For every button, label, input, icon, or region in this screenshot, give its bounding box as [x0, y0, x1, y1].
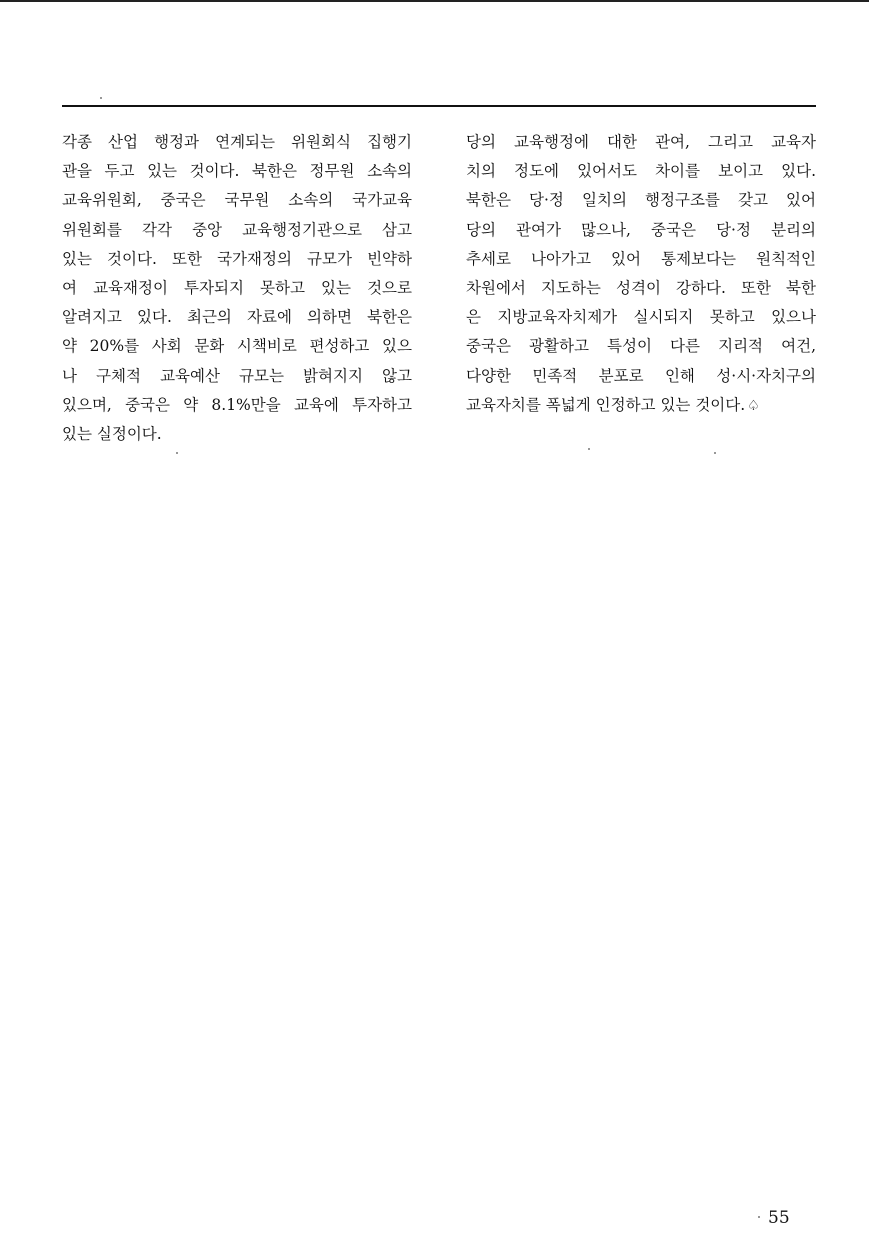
scan-speck	[176, 452, 178, 454]
paragraph-line: 중국은 광활하고 특성이 다른 지리적 여건,	[466, 337, 816, 356]
scan-speck	[588, 448, 590, 450]
paragraph-line: 관을 두고 있는 것이다. 북한은 정무원 소속의	[62, 162, 412, 181]
text-column-left	[62, 128, 412, 449]
scan-speck	[714, 452, 716, 454]
paragraph-line: 추세로 나아가고 있어 통제보다는 원칙적인	[466, 249, 816, 268]
header-rule	[62, 105, 816, 107]
paragraph-line: 당의 교육행정에 대한 관여, 그리고 교육자	[466, 133, 816, 151]
end-of-article-icon: ♤	[747, 397, 760, 414]
paragraph-line: 있으며, 중국은 약 8.1%만을 교육에 투자하고	[62, 395, 412, 414]
paragraph-line: 나 구체적 교육예산 규모는 밝혀지지 않고	[62, 366, 412, 385]
paragraph-line: 북한은 당·정 일치의 행정구조를 갖고 있어	[466, 191, 816, 210]
paragraph-line-final	[466, 391, 816, 421]
paragraph-line-text: 교육자치를 폭넓게 인정하고 있는 것이다.	[466, 395, 746, 414]
page-top-border	[0, 0, 869, 2]
paragraph-line: 은 지방교육자치제가 실시되지 못하고 있으나	[466, 308, 816, 327]
paragraph-line: 치의 정도에 있어서도 차이를 보이고 있다.	[466, 162, 816, 181]
paragraph-line: 알려지고 있다. 최근의 자료에 의하면 북한은	[62, 308, 412, 327]
paragraph-line: 위원회를 각각 중앙 교육행정기관으로 삼고	[62, 220, 412, 239]
paragraph-line: 차원에서 지도하는 성격이 강하다. 또한 북한	[466, 279, 816, 298]
paragraph-line: 여 교육재정이 투자되지 못하고 있는 것으로	[62, 279, 412, 298]
paragraph-line: 당의 관여가 많으나, 중국은 당·정 분리의	[466, 220, 816, 239]
scan-speck	[758, 1216, 760, 1218]
paragraph-line: 있는 실정이다.	[62, 425, 162, 444]
page-number: 55	[768, 1208, 790, 1228]
scan-speck	[100, 97, 102, 99]
text-column-right	[466, 128, 816, 421]
paragraph-line: 교육위원회, 중국은 국무원 소속의 국가교육	[62, 191, 412, 210]
paragraph-line: 각종 산업 행정과 연계되는 위원회식 집행기	[62, 133, 412, 151]
paragraph-line: 다양한 민족적 분포로 인해 성·시·자치구의	[466, 366, 816, 385]
paragraph-line: 약 20%를 사회 문화 시책비로 편성하고 있으	[62, 337, 412, 356]
paragraph-line: 있는 것이다. 또한 국가재정의 규모가 빈약하	[62, 249, 412, 268]
